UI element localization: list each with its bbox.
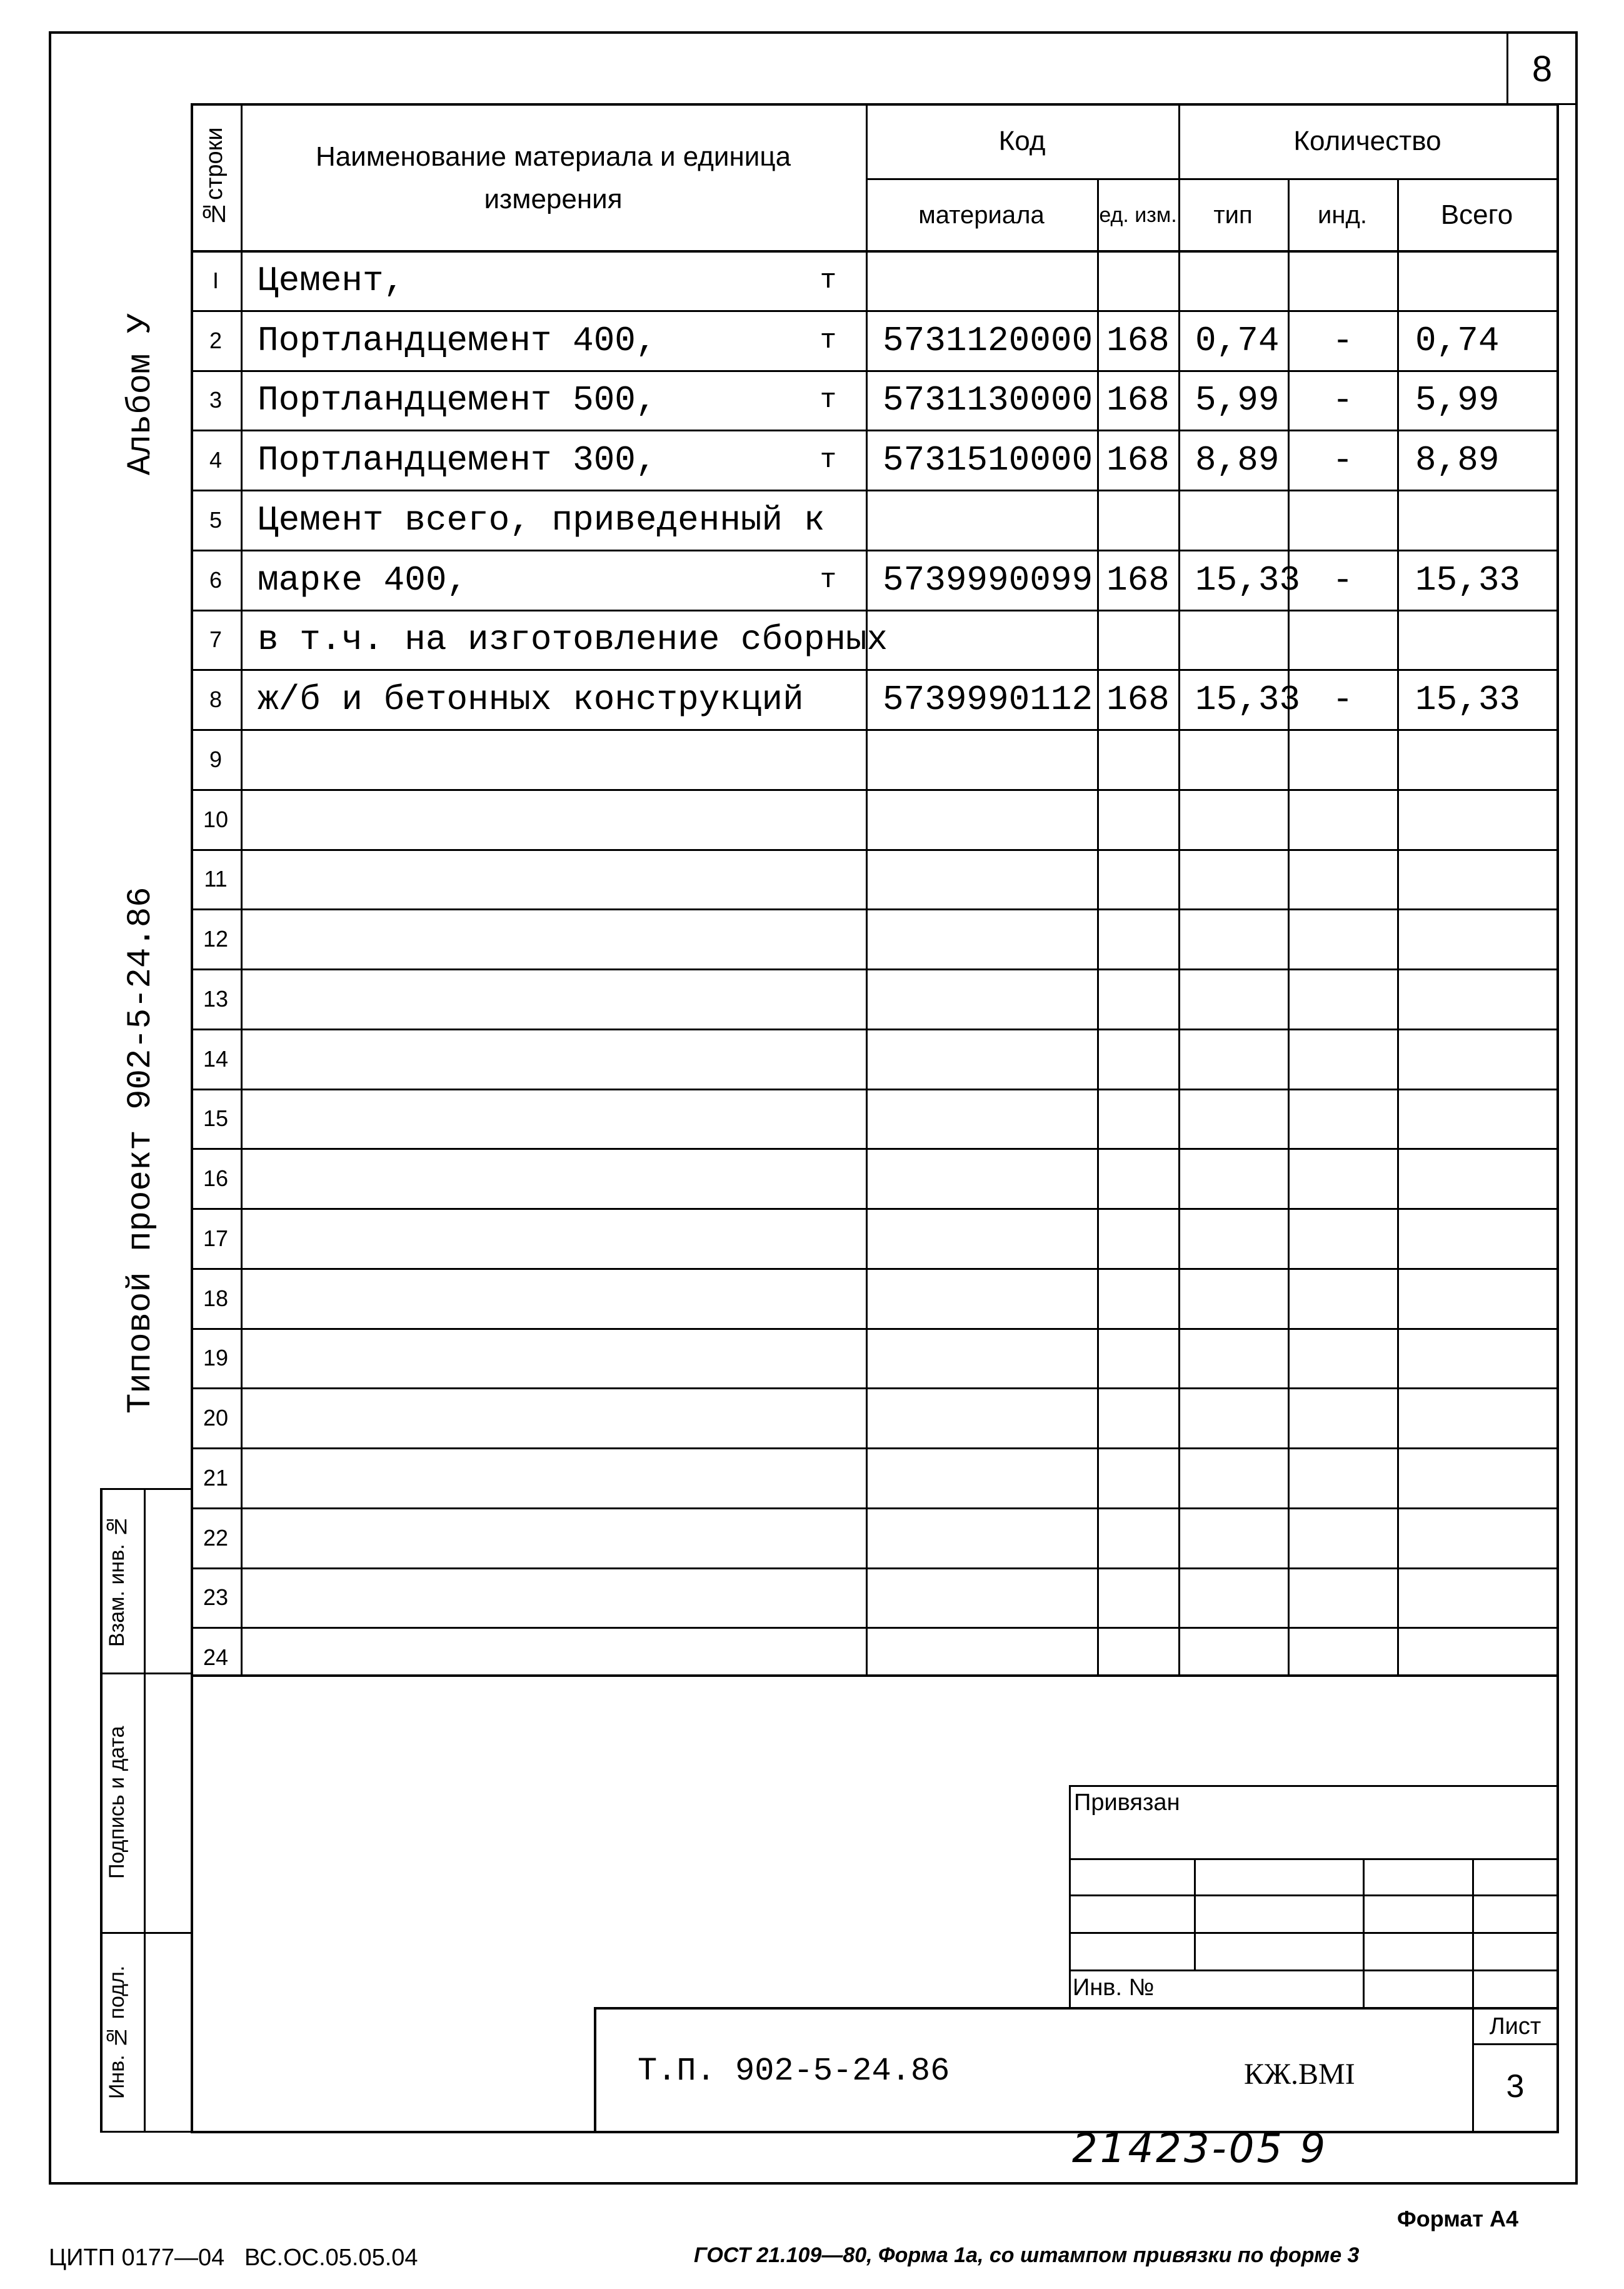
stamp-privyazan-row2 xyxy=(1069,1894,1558,1896)
page-number: 8 xyxy=(1531,48,1553,89)
row-name: марке 400, xyxy=(258,560,468,600)
row-name xyxy=(243,971,805,1027)
row-number: I xyxy=(212,267,219,293)
row-line xyxy=(191,1268,1559,1270)
row-name xyxy=(243,1570,805,1626)
stamp-privyazan-row4 xyxy=(1069,1970,1558,1971)
row-number: 20 xyxy=(203,1405,229,1431)
row-unit xyxy=(794,492,863,548)
row-ed: 168 xyxy=(1106,680,1170,720)
row-ind: - xyxy=(1332,680,1353,720)
row-line xyxy=(191,908,1559,910)
row-ed xyxy=(1099,792,1177,848)
row-total: 5,99 xyxy=(1415,380,1500,421)
header-qty-type: тип xyxy=(1213,201,1253,229)
row-code xyxy=(868,911,1096,967)
row-name: Цемент всего, приведенный к xyxy=(258,500,825,540)
row-total xyxy=(1400,852,1556,908)
row-number: 7 xyxy=(209,626,223,653)
row-unit xyxy=(794,852,863,908)
row-number: 9 xyxy=(209,746,223,772)
row-name xyxy=(243,852,805,908)
row-tip xyxy=(1180,1629,1286,1686)
row-code: 5739990112 xyxy=(883,680,1093,720)
row-ed: 168 xyxy=(1106,440,1170,481)
row-line xyxy=(191,1029,1559,1030)
frame-right xyxy=(1575,31,1578,2182)
title-block-left xyxy=(594,2007,596,2132)
row-ind xyxy=(1290,1031,1396,1087)
row-code xyxy=(868,732,1096,788)
row-line xyxy=(191,729,1559,731)
row-total xyxy=(1400,612,1556,668)
row-ed xyxy=(1099,971,1177,1027)
row-ind xyxy=(1290,1629,1396,1686)
header-code-material: материала xyxy=(918,201,1045,229)
row-ed xyxy=(1099,1510,1177,1566)
row-line xyxy=(191,1089,1559,1090)
side-stamp-div1 xyxy=(100,1673,192,1674)
row-total: 0,74 xyxy=(1415,320,1500,361)
row-total xyxy=(1400,792,1556,848)
row-ed xyxy=(1099,1390,1177,1446)
row-number: 5 xyxy=(209,506,223,533)
side-stamp-mid xyxy=(144,1488,146,2132)
row-ed xyxy=(1099,1570,1177,1626)
row-total xyxy=(1400,253,1556,309)
row-name xyxy=(243,1450,805,1506)
row-ed xyxy=(1099,612,1177,668)
row-name: Портландцемент 400, xyxy=(258,320,657,361)
row-unit xyxy=(794,1510,863,1566)
row-tip: 8,89 xyxy=(1195,440,1280,481)
row-code xyxy=(868,1629,1096,1686)
row-code xyxy=(868,1270,1096,1327)
main-right-border xyxy=(1556,103,1559,2132)
row-unit xyxy=(794,1270,863,1327)
row-tip: 0,74 xyxy=(1195,320,1280,361)
row-ind xyxy=(1290,1270,1396,1327)
row-line xyxy=(191,669,1559,671)
row-unit: т xyxy=(820,564,837,596)
row-line xyxy=(191,789,1559,791)
row-ind: - xyxy=(1332,380,1353,421)
row-unit xyxy=(794,1091,863,1147)
row-total: 8,89 xyxy=(1415,440,1500,481)
row-tip xyxy=(1180,1450,1286,1506)
header-qty-ind: инд. xyxy=(1318,201,1367,229)
title-block-top xyxy=(594,2007,1558,2010)
row-tip xyxy=(1180,492,1286,548)
row-ed xyxy=(1099,1150,1177,1207)
row-total xyxy=(1400,1150,1556,1207)
row-unit xyxy=(794,1150,863,1207)
row-name: в т.ч. на изготовление сборных xyxy=(258,620,888,660)
row-ed xyxy=(1099,492,1177,548)
row-ed xyxy=(1099,1210,1177,1267)
row-number: 21 xyxy=(203,1464,229,1491)
row-number: 13 xyxy=(203,985,229,1012)
row-unit xyxy=(794,1570,863,1626)
frame-bottom xyxy=(49,2182,1578,2185)
row-unit xyxy=(794,1390,863,1446)
row-ind xyxy=(1290,1570,1396,1626)
row-ind xyxy=(1290,911,1396,967)
row-name: Цемент, xyxy=(258,260,405,301)
row-ind: - xyxy=(1332,560,1353,600)
row-ind xyxy=(1290,492,1396,548)
row-ind xyxy=(1290,1390,1396,1446)
stamp-inv-no-label: Инв. № xyxy=(1073,1975,1155,2001)
row-number: 4 xyxy=(209,447,223,473)
row-code xyxy=(868,852,1096,908)
row-number: 22 xyxy=(203,1524,229,1551)
row-ed xyxy=(1099,253,1177,309)
stamp-privyazan-label: Привязан xyxy=(1074,1789,1180,1816)
row-name xyxy=(243,1390,805,1446)
row-line xyxy=(191,490,1559,491)
title-code: КЖ.ВМI xyxy=(1244,2058,1355,2091)
row-ind xyxy=(1290,1210,1396,1267)
row-ed xyxy=(1099,1629,1177,1686)
row-tip: 15,33 xyxy=(1195,680,1301,720)
row-unit xyxy=(794,1331,863,1387)
row-total xyxy=(1400,1450,1556,1506)
row-total xyxy=(1400,1390,1556,1446)
row-code: 5739990099 xyxy=(883,560,1093,600)
row-ind xyxy=(1290,732,1396,788)
row-line xyxy=(191,1567,1559,1569)
stamp-privyazan-col2 xyxy=(1363,1858,1365,2007)
title-designation: Т.П. 902-5-24.86 xyxy=(638,2053,950,2090)
row-total xyxy=(1400,1570,1556,1626)
row-ind xyxy=(1290,1510,1396,1566)
row-ed: 168 xyxy=(1106,380,1170,421)
row-tip xyxy=(1180,253,1286,309)
row-ed xyxy=(1099,1031,1177,1087)
row-ed xyxy=(1099,1091,1177,1147)
row-ind: - xyxy=(1332,320,1353,361)
row-ed xyxy=(1099,732,1177,788)
row-ed xyxy=(1099,911,1177,967)
row-number: 8 xyxy=(209,687,223,713)
header-sub-line xyxy=(866,178,1556,180)
row-ed: 168 xyxy=(1106,320,1170,361)
row-line xyxy=(191,1447,1559,1449)
side-stamp-bottom xyxy=(100,2131,192,2133)
side-label-podpis-data: Подпись и дата xyxy=(105,1726,129,1879)
row-line xyxy=(191,370,1559,372)
row-number: 3 xyxy=(209,387,223,413)
row-name: ж/б и бетонных конструкций xyxy=(258,680,804,720)
row-unit xyxy=(794,911,863,967)
row-line xyxy=(191,550,1559,551)
row-name xyxy=(243,1031,805,1087)
row-line xyxy=(191,1328,1559,1330)
row-tip xyxy=(1180,1031,1286,1087)
row-number: 16 xyxy=(203,1165,229,1192)
row-code xyxy=(868,792,1096,848)
row-number: 12 xyxy=(203,926,229,952)
header-qty-total: Всего xyxy=(1440,199,1513,230)
row-tip xyxy=(1180,1270,1286,1327)
row-total xyxy=(1400,1270,1556,1327)
row-code xyxy=(868,253,1096,309)
row-name xyxy=(243,1210,805,1267)
row-total xyxy=(1400,1210,1556,1267)
row-name xyxy=(243,1510,805,1566)
row-line xyxy=(191,1387,1559,1389)
row-line xyxy=(191,849,1559,851)
row-line xyxy=(191,1627,1559,1629)
row-line xyxy=(191,430,1559,431)
row-line xyxy=(191,1148,1559,1150)
row-number: 24 xyxy=(203,1644,229,1671)
row-line xyxy=(191,968,1559,970)
row-unit xyxy=(794,612,863,668)
row-tip xyxy=(1180,792,1286,848)
header-quantity: Количество xyxy=(1293,126,1441,156)
row-unit xyxy=(794,1210,863,1267)
row-name xyxy=(243,732,805,788)
row-name xyxy=(243,1150,805,1207)
side-stamp-top xyxy=(100,1488,192,1490)
row-ind xyxy=(1290,1150,1396,1207)
row-name xyxy=(243,1270,805,1327)
row-tip xyxy=(1180,1091,1286,1147)
row-ed: 168 xyxy=(1106,560,1170,600)
row-number: 18 xyxy=(203,1285,229,1311)
row-code xyxy=(868,1091,1096,1147)
row-tip xyxy=(1180,1510,1286,1566)
row-code xyxy=(868,1331,1096,1387)
row-ind xyxy=(1290,1450,1396,1506)
row-code xyxy=(868,1450,1096,1506)
side-stamp-left xyxy=(100,1488,103,2132)
row-unit: т xyxy=(820,385,837,416)
row-unit: т xyxy=(820,264,837,296)
row-code: 5731120000 xyxy=(883,320,1093,361)
stamp-privyazan-row3 xyxy=(1069,1932,1558,1934)
row-code xyxy=(868,1510,1096,1566)
row-code xyxy=(868,612,1096,668)
row-name: Портландцемент 500, xyxy=(258,380,657,421)
row-total xyxy=(1400,1091,1556,1147)
row-tip: 5,99 xyxy=(1195,380,1280,421)
row-name xyxy=(243,1331,805,1387)
row-name: Портландцемент 300, xyxy=(258,440,657,481)
handwritten-number: 21423-05 9 xyxy=(1072,2126,1328,2172)
row-number: 11 xyxy=(204,866,228,892)
row-tip xyxy=(1180,1150,1286,1207)
row-unit xyxy=(794,792,863,848)
row-ind xyxy=(1290,792,1396,848)
row-total xyxy=(1400,1629,1556,1686)
row-ind xyxy=(1290,852,1396,908)
row-unit xyxy=(794,1629,863,1686)
title-block-sheet-div xyxy=(1472,2043,1558,2045)
row-unit: т xyxy=(820,324,837,356)
row-ind xyxy=(1290,253,1396,309)
row-tip xyxy=(1180,1331,1286,1387)
stamp-privyazan-col1 xyxy=(1194,1858,1196,1970)
row-code xyxy=(868,1031,1096,1087)
frame-top xyxy=(49,31,1575,34)
row-line xyxy=(191,310,1559,312)
row-code: 5731130000 xyxy=(883,380,1093,421)
sheet-number: 3 xyxy=(1506,2068,1525,2105)
row-ed xyxy=(1099,1270,1177,1327)
row-unit xyxy=(794,672,863,728)
row-number: 15 xyxy=(203,1105,229,1132)
row-code: 5731510000 xyxy=(883,440,1093,481)
stamp-privyazan-top xyxy=(1069,1785,1558,1787)
row-total xyxy=(1400,732,1556,788)
row-total: 15,33 xyxy=(1415,680,1521,720)
row-code xyxy=(868,492,1096,548)
stamp-privyazan-col3 xyxy=(1472,1858,1474,2007)
header-code: Код xyxy=(998,126,1046,156)
row-ind: - xyxy=(1332,440,1353,481)
row-tip xyxy=(1180,1390,1286,1446)
row-line xyxy=(191,1208,1559,1210)
row-ind xyxy=(1290,1091,1396,1147)
row-tip xyxy=(1180,612,1286,668)
stamp-privyazan-row1 xyxy=(1069,1858,1558,1860)
row-number: 23 xyxy=(203,1584,229,1611)
row-tip xyxy=(1180,852,1286,908)
row-unit xyxy=(794,1031,863,1087)
row-tip xyxy=(1180,971,1286,1027)
row-number: 17 xyxy=(203,1225,229,1251)
row-number: 19 xyxy=(203,1345,229,1371)
header-row-no: №строки xyxy=(201,127,228,226)
row-tip xyxy=(1180,732,1286,788)
footer-right: ГОСТ 21.109—80, Форма 1а, со штампом привязки по форме 3 xyxy=(694,2243,1360,2267)
row-total xyxy=(1400,1510,1556,1566)
row-tip xyxy=(1180,911,1286,967)
row-ed xyxy=(1099,1450,1177,1506)
row-total xyxy=(1400,971,1556,1027)
row-ed xyxy=(1099,852,1177,908)
row-number: 14 xyxy=(203,1045,229,1072)
header-name: Наименование материала и единица измерения xyxy=(315,141,791,214)
side-stamp-div2 xyxy=(100,1932,192,1934)
row-name xyxy=(243,911,805,967)
row-total xyxy=(1400,1031,1556,1087)
row-code xyxy=(868,1390,1096,1446)
row-name xyxy=(243,792,805,848)
row-total: 15,33 xyxy=(1415,560,1521,600)
row-unit xyxy=(794,971,863,1027)
col-line-total xyxy=(1397,178,1399,1676)
row-number: 10 xyxy=(203,806,229,832)
footer-left: ЦИТП 0177—04 ВС.ОС.05.05.04 xyxy=(49,2245,418,2271)
table-top-line xyxy=(191,103,1559,106)
row-ind xyxy=(1290,971,1396,1027)
row-number: 2 xyxy=(209,327,223,353)
row-total xyxy=(1400,1331,1556,1387)
side-label-album: Альбом У xyxy=(122,313,160,475)
row-line xyxy=(191,1507,1559,1509)
row-code xyxy=(868,1150,1096,1207)
sheet-label: Лист xyxy=(1489,2013,1541,2040)
row-unit xyxy=(794,732,863,788)
side-label-inv-podl: Инв. № подл. xyxy=(105,1965,129,2099)
side-label-project: Типовой проект 902-5-24.86 xyxy=(122,887,160,1414)
main-bottom-border xyxy=(191,2131,1559,2133)
row-number: 6 xyxy=(209,566,223,593)
row-ind xyxy=(1290,612,1396,668)
row-unit: т xyxy=(820,445,837,476)
row-ed xyxy=(1099,1331,1177,1387)
row-total xyxy=(1400,911,1556,967)
row-tip xyxy=(1180,1210,1286,1267)
row-tip: 15,33 xyxy=(1195,560,1301,600)
row-code xyxy=(868,1210,1096,1267)
row-code xyxy=(868,1570,1096,1626)
row-total xyxy=(1400,492,1556,548)
row-ind xyxy=(1290,1331,1396,1387)
side-label-vzam-inv: Взам. инв. № xyxy=(105,1514,129,1647)
row-unit xyxy=(794,1450,863,1506)
row-name xyxy=(243,1091,805,1147)
row-line xyxy=(191,610,1559,611)
row-name xyxy=(243,1629,805,1686)
header-code-unit: ед. изм. xyxy=(1099,203,1177,227)
row-tip xyxy=(1180,1570,1286,1626)
row-code xyxy=(868,971,1096,1027)
footer-format: Формат А4 xyxy=(1397,2206,1519,2231)
